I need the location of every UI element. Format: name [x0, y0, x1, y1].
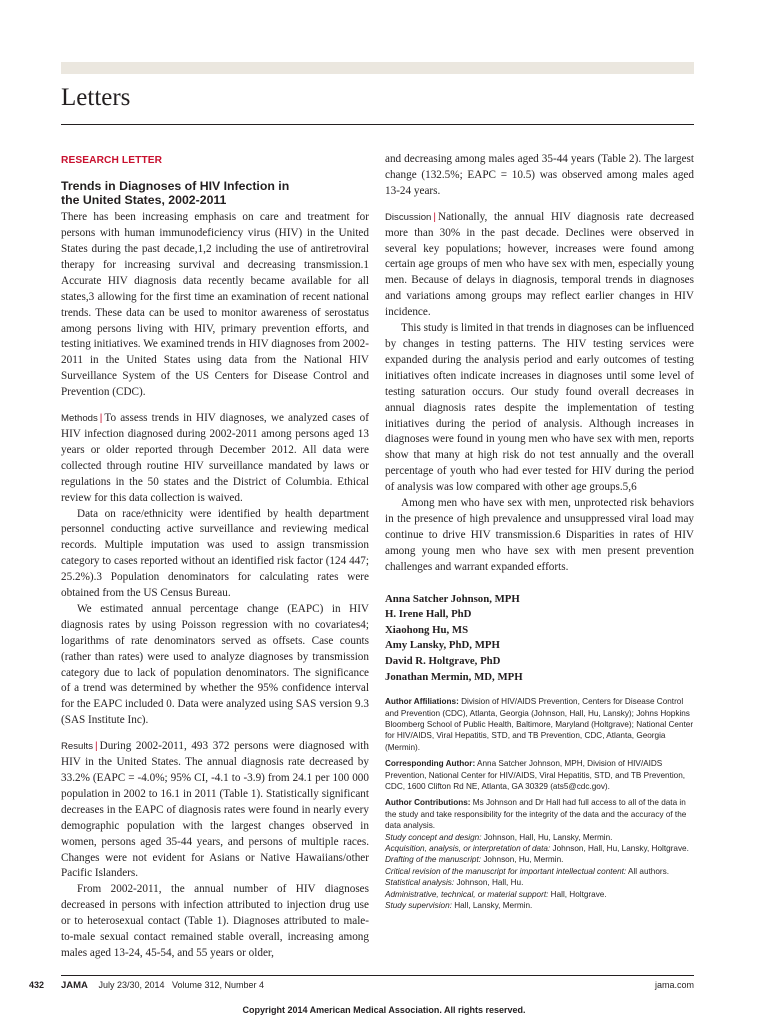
author-list	[385, 592, 694, 686]
contribution-label: Study supervision:	[385, 901, 452, 911]
corresponding-text: Anna Satcher Johnson, MPH, Division of HIV/AIDS Prevention, National Center for HIV/AIDS, Viral Hepatitis, STD, and TB Prevention, CDC, 1600 Clifton Rd NE, Atlanta, GA 30329 (ats5@cdc.gov).	[385, 759, 686, 791]
journal-name: JAMA	[61, 980, 88, 991]
author-name: Anna Satcher Johnson, MPH	[385, 592, 520, 605]
contribution-text: All authors.	[628, 866, 669, 876]
results-text: During 2002-2011, 493 372 persons were diagnosed with HIV in the United States. The annual diagnosis rate decreased by 33.2% (EAPC = -4.0%; 95% CI, -4.1 to -3.9) from 24.1 per 100 000 population in 2002 to 16.1 in 2011 (Table 1). Statistically significant decreases in the EAPC of diagnosis rates were found in nearly every demographic population with the largest changes observed in women, persons aged 35-44 years, and persons of multiple races. Changes were not evident for Asians or Native Hawaiians/other Pacific Islanders.	[61, 740, 369, 880]
contribution-line	[385, 843, 694, 854]
contribution-label: Drafting of the manuscript:	[385, 855, 482, 865]
contribution-line	[385, 889, 694, 900]
discussion-paragraph-2: This study is limited in that trends in diagnoses can be influenced by changes in testing patterns. The HIV testing services were expanded during the analysis period and early outcomes of testing initiatives often indicate increases in diagnoses until some level of testing saturation occurs. Our study found overall decreases in annual diagnosis rates despite the implementation of testing initiatives during the period of analysis. Although increases in diagnoses were found in young men who have sex with men, reports show that many at high risk do not test annually and the overall percentage of youth who had ever tested for HIV during the period of analysis was low compared with other age groups.5,6	[385, 322, 694, 494]
journal-citation	[61, 980, 264, 991]
section-title: Letters	[61, 84, 131, 111]
methods-paragraph-2: Data on race/ethnicity were identified by health department personnel conducting active surveillance and reviewing medical records. Multiple imputation was used to assign transmission category to cases reported without an identified risk factor (124 447; 25.2%).3 Population denominators for calculating rates were obtained from the US Census Bureau.	[61, 507, 369, 600]
affiliations-note	[385, 696, 694, 753]
contribution-label: Acquisition, analysis, or interpretation of data:	[385, 844, 551, 853]
contributions-note	[385, 797, 694, 831]
discussion-heading: Discussion	[385, 211, 432, 223]
methods-text: To assess trends in HIV diagnoses, we analyzed cases of HIV infection diagnosed during 2002-2011 among persons aged 13 years or older reported through December 2012. All data were collected through routine HIV surveillance mandated by laws or regulations in the 50 states and the District of Columbia. Ethical review for this data collection is waived.	[61, 412, 369, 504]
heading-divider: |	[433, 211, 436, 223]
author-name: Jonathan Mermin, MD, MPH	[385, 670, 523, 683]
author-name: David R. Holtgrave, PhD	[385, 654, 501, 667]
intro-paragraph: There has been increasing emphasis on care and treatment for persons with human immunodeficiency virus (HIV) in the United States during the past decade,1,2 including the use of antiretroviral therapy for increasing survival and decreasing transmission.1 Accurate HIV diagnosis data recently became available for all states,3 allowing for the first time an examination of recent national trends. These data can be used to monitor awareness of serostatus among persons living with HIV, primary prevention efforts, and testing initiatives. We examined trends in HIV diagnoses from 2002-2011 in the United States using data from the National HIV Surveillance System of the US Centers for Disease Control and Prevention (CDC).	[61, 211, 369, 399]
contribution-label: Statistical analysis:	[385, 878, 455, 888]
results-paragraph-2: From 2002-2011, the annual number of HIV diagnoses decreased in persons with infection attributed to injection drug use or to heterosexual contact (Table 1). Diagnoses attributed to male-to-male sexual contact remained stable overall, increasing among males aged 13-24, 45-54, and 55 years or older,	[61, 883, 369, 959]
copyright-notice: Copyright 2014 American Medical Association. All rights reserved.	[242, 1005, 526, 1015]
page-number: 432	[29, 980, 45, 990]
contribution-line	[385, 854, 694, 865]
contribution-text: Johnson, Hall, Hu, Lansky, Mermin.	[483, 832, 613, 842]
affiliations-text: Division of HIV/AIDS Prevention, Centers for Disease Control and Prevention (CDC), Atlanta, Georgia (Johnson, Hall, Hu, Lansky); Johns Hopkins Bloomberg School of Public Health, Baltimore, Maryland (Holtgrave); National Center for HIV/AIDS, Viral Hepatitis, STD, and TB Prevention, CDC, Atlanta, Georgia (Mermin).	[385, 697, 694, 752]
discussion-text: Nationally, the annual HIV diagnosis rate decreased more than 30% in the past decade. Declines were observed in several key populations; however, increases were found among certain age groups of men who have sex with men, especially young men. Because of delays in diagnosis, temporal trends in diagnoses and variations among groups may reflect earlier changes in HIV incidence.	[385, 210, 694, 319]
article-title: Trends in Diagnoses of HIV Infection in the United States, 2002-2011	[61, 179, 290, 207]
contribution-text: Hall, Holtgrave.	[550, 889, 607, 899]
corresponding-label: Corresponding Author:	[385, 759, 476, 769]
affiliations-label: Author Affiliations:	[385, 697, 459, 707]
contribution-text: Johnson, Hu, Mermin.	[483, 855, 564, 865]
heading-divider: |	[95, 741, 98, 753]
article-kicker: RESEARCH LETTER	[61, 155, 163, 166]
contributions-text: Ms Johnson and Dr Hall had full access to all of the data in the study and take responsibility for the integrity of the data and the accuracy of the data analysis.	[385, 798, 687, 831]
contribution-line	[385, 866, 694, 877]
contribution-line	[385, 832, 694, 843]
contribution-text: Johnson, Hall, Hu, Lansky, Holtgrave.	[552, 844, 689, 853]
heading-divider: |	[99, 413, 103, 425]
contribution-text: Hall, Lansky, Mermin.	[454, 901, 533, 911]
author-name: H. Irene Hall, PhD	[385, 608, 472, 621]
discussion-paragraph-3: Among men who have sex with men, unprotected risk behaviors in the presence of high prevalence and unsuppressed viral load may continue to drive HIV transmission.6 Disparities in rates of HIV among young men who have sex with men present prevention challenges and warrant expanded efforts.	[385, 497, 694, 573]
footer-rule	[61, 975, 694, 976]
methods-heading: Methods	[61, 413, 98, 425]
contribution-line	[385, 900, 694, 911]
results-heading: Results	[61, 741, 93, 753]
results-paragraph	[61, 739, 369, 882]
journal-issue: July 23/30, 2014 Volume 312, Number 4	[98, 980, 265, 990]
left-column	[61, 152, 369, 962]
header-rule	[61, 124, 694, 125]
corresponding-note	[385, 758, 694, 792]
contribution-label: Critical revision of the manuscript for important intellectual content:	[385, 866, 627, 876]
results-continuation: and decreasing among males aged 35-44 years (Table 2). The largest change (132.5%; EAPC = 10.5) was observed among males aged 13-24 years.	[385, 153, 694, 197]
contribution-line	[385, 877, 694, 888]
contribution-label: Administrative, technical, or material support:	[385, 889, 549, 899]
right-column	[385, 152, 694, 911]
author-name: Xiaohong Hu, MS	[385, 623, 469, 636]
contribution-text: Johnson, Hall, Hu.	[456, 878, 524, 888]
contribution-label: Study concept and design:	[385, 832, 482, 842]
contributions-label: Author Contributions:	[385, 798, 471, 808]
methods-paragraph	[61, 411, 369, 506]
methods-paragraph-3: We estimated annual percentage change (EAPC) in HIV diagnosis rates by using Poisson regression with no covariates4; logarithms of rate denominators served as offsets. Case counts (rather than rates) were used to analyze diagnoses by transmission category due to lack of population denominators. The significance of a trend was determined by whether the 95% confidence interval for the EAPC included 0. Data were analyzed using SAS version 9.3 (SAS Institute Inc).	[61, 602, 369, 727]
author-notes	[385, 696, 694, 911]
author-name: Amy Lansky, PhD, MPH	[385, 639, 500, 652]
discussion-paragraph	[385, 210, 694, 321]
journal-website-link[interactable]: jama.com	[654, 980, 694, 990]
header-band	[61, 62, 694, 74]
